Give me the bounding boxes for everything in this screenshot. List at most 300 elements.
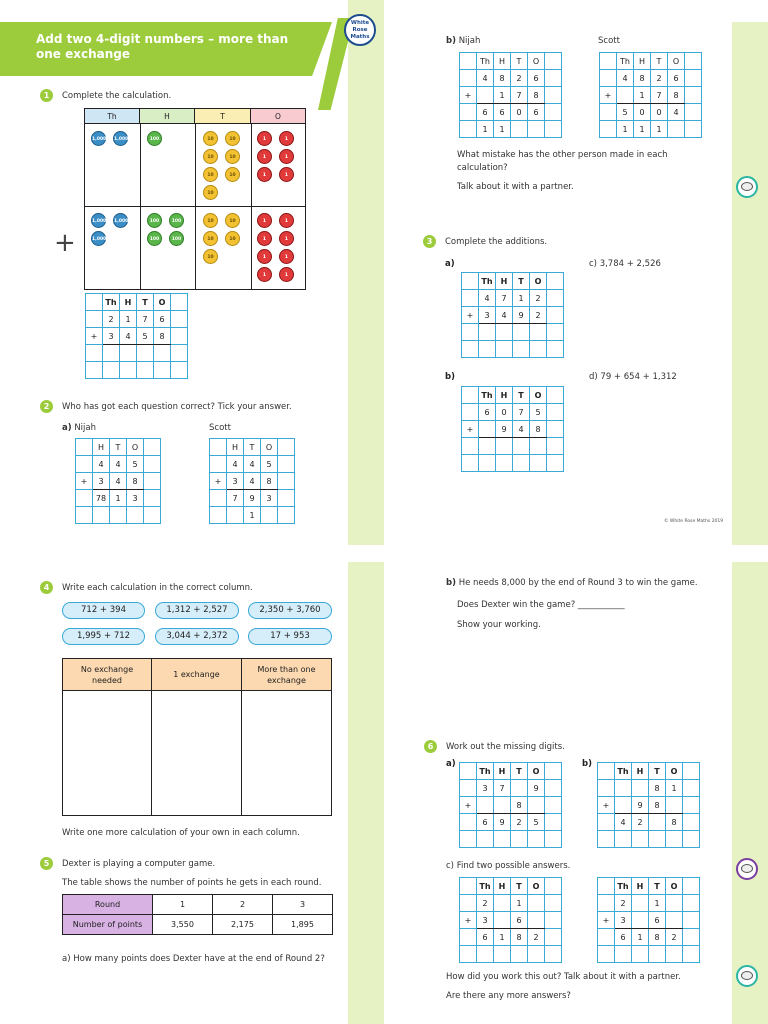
grid-cell[interactable]: [530, 341, 547, 358]
grid-cell[interactable]: [598, 814, 615, 831]
grid-cell[interactable]: 7: [227, 490, 244, 507]
grid-cell[interactable]: 2: [477, 895, 494, 912]
grid-cell[interactable]: 7: [496, 290, 513, 307]
grid-cell[interactable]: 6: [479, 404, 496, 421]
grid-cell[interactable]: [462, 324, 479, 341]
grid-cell[interactable]: +: [76, 473, 93, 490]
grid-cell[interactable]: [600, 121, 617, 138]
grid-cell[interactable]: [513, 455, 530, 472]
grid-cell[interactable]: T: [511, 763, 528, 780]
grid-cell[interactable]: +: [598, 797, 615, 814]
grid-cell[interactable]: 1: [651, 121, 668, 138]
grid-cell[interactable]: [494, 946, 511, 963]
grid-cell[interactable]: [545, 946, 562, 963]
grid-cell[interactable]: H: [494, 763, 511, 780]
grid-cell[interactable]: [598, 831, 615, 848]
grid-cell[interactable]: 6: [477, 929, 494, 946]
q3b-grid[interactable]: [461, 386, 564, 472]
grid-cell[interactable]: [511, 780, 528, 797]
grid-cell[interactable]: [494, 797, 511, 814]
grid-cell[interactable]: 9: [513, 307, 530, 324]
grid-cell[interactable]: 5: [127, 456, 144, 473]
grid-cell[interactable]: +: [462, 421, 479, 438]
grid-cell[interactable]: O: [528, 53, 545, 70]
grid-cell[interactable]: [513, 324, 530, 341]
grid-cell[interactable]: [210, 507, 227, 524]
grid-cell[interactable]: [477, 946, 494, 963]
grid-cell[interactable]: [477, 831, 494, 848]
grid-cell[interactable]: 1: [494, 87, 511, 104]
grid-cell[interactable]: 8: [528, 87, 545, 104]
grid-cell[interactable]: [632, 780, 649, 797]
grid-cell[interactable]: [685, 104, 702, 121]
grid-cell[interactable]: [528, 831, 545, 848]
grid-cell[interactable]: +: [462, 307, 479, 324]
grid-cell[interactable]: [120, 345, 137, 362]
sort-col-no-exchange[interactable]: [63, 691, 152, 815]
grid-cell[interactable]: [76, 439, 93, 456]
grid-cell[interactable]: [600, 53, 617, 70]
grid-cell[interactable]: [76, 507, 93, 524]
grid-cell[interactable]: [93, 507, 110, 524]
grid-cell[interactable]: [598, 780, 615, 797]
grid-cell[interactable]: [144, 507, 161, 524]
grid-cell[interactable]: O: [528, 878, 545, 895]
grid-cell[interactable]: 9: [244, 490, 261, 507]
grid-cell[interactable]: T: [137, 294, 154, 311]
grid-cell[interactable]: T: [513, 273, 530, 290]
grid-cell[interactable]: [171, 294, 188, 311]
grid-cell[interactable]: [545, 831, 562, 848]
grid-cell[interactable]: T: [649, 878, 666, 895]
grid-cell[interactable]: O: [666, 878, 683, 895]
grid-cell[interactable]: [144, 473, 161, 490]
grid-cell[interactable]: [547, 455, 564, 472]
grid-cell[interactable]: [600, 104, 617, 121]
grid-cell[interactable]: 2: [103, 311, 120, 328]
grid-cell[interactable]: [171, 311, 188, 328]
grid-cell[interactable]: +: [600, 87, 617, 104]
grid-cell[interactable]: [683, 895, 700, 912]
grid-cell[interactable]: 1: [649, 895, 666, 912]
grid-cell[interactable]: 3: [227, 473, 244, 490]
grid-cell[interactable]: [545, 763, 562, 780]
grid-cell[interactable]: [171, 345, 188, 362]
grid-cell[interactable]: [683, 946, 700, 963]
grid-cell[interactable]: [462, 273, 479, 290]
grid-cell[interactable]: [494, 895, 511, 912]
grid-cell[interactable]: [210, 490, 227, 507]
grid-cell[interactable]: [278, 473, 295, 490]
grid-cell[interactable]: H: [496, 387, 513, 404]
grid-cell[interactable]: [545, 104, 562, 121]
grid-cell[interactable]: 4: [110, 473, 127, 490]
grid-cell[interactable]: [598, 929, 615, 946]
grid-cell[interactable]: +: [460, 797, 477, 814]
grid-cell[interactable]: 6: [528, 104, 545, 121]
grid-cell[interactable]: [545, 929, 562, 946]
grid-cell[interactable]: 4: [668, 104, 685, 121]
grid-cell[interactable]: [479, 455, 496, 472]
grid-cell[interactable]: Th: [615, 878, 632, 895]
grid-cell[interactable]: +: [598, 912, 615, 929]
grid-cell[interactable]: 6: [154, 311, 171, 328]
grid-cell[interactable]: [683, 912, 700, 929]
grid-cell[interactable]: [494, 912, 511, 929]
grid-cell[interactable]: T: [244, 439, 261, 456]
grid-cell[interactable]: [666, 946, 683, 963]
grid-cell[interactable]: [513, 341, 530, 358]
grid-cell[interactable]: 4: [615, 814, 632, 831]
grid-cell[interactable]: [685, 53, 702, 70]
grid-cell[interactable]: 1: [494, 929, 511, 946]
grid-cell[interactable]: [545, 912, 562, 929]
grid-cell[interactable]: [666, 912, 683, 929]
grid-cell[interactable]: 5: [617, 104, 634, 121]
grid-cell[interactable]: 6: [477, 814, 494, 831]
grid-cell[interactable]: [144, 456, 161, 473]
grid-cell[interactable]: 3: [477, 780, 494, 797]
grid-cell[interactable]: [496, 341, 513, 358]
grid-cell[interactable]: 4: [227, 456, 244, 473]
grid-cell[interactable]: 8: [649, 780, 666, 797]
grid-cell[interactable]: 1: [634, 87, 651, 104]
grid-cell[interactable]: [649, 814, 666, 831]
grid-cell[interactable]: 1: [634, 121, 651, 138]
grid-cell[interactable]: Th: [617, 53, 634, 70]
grid-cell[interactable]: [278, 456, 295, 473]
grid-cell[interactable]: [144, 439, 161, 456]
grid-cell[interactable]: [615, 831, 632, 848]
grid-cell[interactable]: 1: [110, 490, 127, 507]
grid-cell[interactable]: [547, 341, 564, 358]
grid-cell[interactable]: [460, 104, 477, 121]
q3a-grid[interactable]: [461, 272, 564, 358]
pill-712-394[interactable]: 712 + 394: [62, 602, 145, 619]
grid-cell[interactable]: [76, 456, 93, 473]
grid-cell[interactable]: 4: [120, 328, 137, 345]
grid-cell[interactable]: 3: [615, 912, 632, 929]
grid-cell[interactable]: 4: [477, 70, 494, 87]
grid-cell[interactable]: [545, 895, 562, 912]
grid-cell[interactable]: Th: [615, 763, 632, 780]
grid-cell[interactable]: [227, 507, 244, 524]
grid-cell[interactable]: 3: [479, 307, 496, 324]
grid-cell[interactable]: [460, 70, 477, 87]
grid-cell[interactable]: [171, 362, 188, 379]
grid-cell[interactable]: 8: [154, 328, 171, 345]
grid-cell[interactable]: 7: [511, 87, 528, 104]
grid-cell[interactable]: O: [530, 387, 547, 404]
grid-cell[interactable]: [103, 345, 120, 362]
grid-cell[interactable]: [683, 814, 700, 831]
grid-cell[interactable]: [462, 290, 479, 307]
grid-cell[interactable]: [617, 87, 634, 104]
grid-cell[interactable]: [460, 878, 477, 895]
grid-cell[interactable]: 8: [649, 929, 666, 946]
pill-2350-3760[interactable]: 2,350 + 3,760: [248, 602, 332, 619]
grid-cell[interactable]: +: [460, 87, 477, 104]
grid-cell[interactable]: T: [513, 387, 530, 404]
grid-cell[interactable]: [547, 290, 564, 307]
grid-cell[interactable]: 1: [120, 311, 137, 328]
grid-cell[interactable]: 8: [666, 814, 683, 831]
grid-cell[interactable]: 9: [632, 797, 649, 814]
grid-cell[interactable]: 6: [511, 912, 528, 929]
grid-cell[interactable]: [545, 70, 562, 87]
grid-cell[interactable]: [76, 490, 93, 507]
grid-cell[interactable]: 2: [651, 70, 668, 87]
grid-cell[interactable]: Th: [479, 273, 496, 290]
grid-cell[interactable]: 1: [477, 121, 494, 138]
grid-cell[interactable]: 4: [479, 290, 496, 307]
grid-cell[interactable]: 7: [513, 404, 530, 421]
grid-cell[interactable]: 0: [496, 404, 513, 421]
grid-cell[interactable]: [513, 438, 530, 455]
grid-cell[interactable]: [261, 507, 278, 524]
grid-cell[interactable]: 7: [494, 780, 511, 797]
grid-cell[interactable]: [460, 121, 477, 138]
grid-cell[interactable]: [666, 831, 683, 848]
grid-cell[interactable]: 3: [261, 490, 278, 507]
grid-cell[interactable]: H: [496, 273, 513, 290]
pill-17-953[interactable]: 17 + 953: [248, 628, 332, 645]
grid-cell[interactable]: [460, 831, 477, 848]
grid-cell[interactable]: [154, 345, 171, 362]
grid-cell[interactable]: [547, 438, 564, 455]
sort-col-1-exchange[interactable]: [152, 691, 242, 815]
grid-cell[interactable]: [683, 878, 700, 895]
grid-cell[interactable]: [462, 404, 479, 421]
grid-cell[interactable]: [511, 121, 528, 138]
grid-cell[interactable]: 8: [634, 70, 651, 87]
grid-cell[interactable]: 6: [494, 104, 511, 121]
grid-cell[interactable]: H: [632, 878, 649, 895]
grid-cell[interactable]: 8: [511, 797, 528, 814]
grid-cell[interactable]: [462, 387, 479, 404]
grid-cell[interactable]: 8: [530, 421, 547, 438]
q6a-grid[interactable]: [459, 762, 562, 848]
grid-cell[interactable]: [668, 121, 685, 138]
grid-cell[interactable]: [511, 946, 528, 963]
grid-cell[interactable]: [666, 797, 683, 814]
q6c-grid-2[interactable]: [597, 877, 700, 963]
grid-cell[interactable]: [171, 328, 188, 345]
grid-cell[interactable]: [528, 912, 545, 929]
grid-cell[interactable]: 3: [103, 328, 120, 345]
grid-cell[interactable]: [547, 307, 564, 324]
grid-cell[interactable]: [530, 455, 547, 472]
grid-cell[interactable]: O: [528, 763, 545, 780]
grid-cell[interactable]: T: [651, 53, 668, 70]
grid-cell[interactable]: 4: [496, 307, 513, 324]
grid-cell[interactable]: H: [632, 763, 649, 780]
grid-cell[interactable]: [103, 362, 120, 379]
grid-cell[interactable]: T: [511, 53, 528, 70]
grid-cell[interactable]: [278, 507, 295, 524]
grid-cell[interactable]: [649, 831, 666, 848]
grid-cell[interactable]: [110, 507, 127, 524]
grid-cell[interactable]: 2: [666, 929, 683, 946]
grid-cell[interactable]: 8: [494, 70, 511, 87]
grid-cell[interactable]: [545, 814, 562, 831]
grid-cell[interactable]: [600, 70, 617, 87]
grid-cell[interactable]: 9: [496, 421, 513, 438]
grid-cell[interactable]: [120, 362, 137, 379]
grid-cell[interactable]: [477, 797, 494, 814]
grid-cell[interactable]: [632, 831, 649, 848]
grid-cell[interactable]: 9: [528, 780, 545, 797]
grid-cell[interactable]: [547, 324, 564, 341]
grid-cell[interactable]: [137, 362, 154, 379]
grid-cell[interactable]: [530, 324, 547, 341]
grid-cell[interactable]: [278, 490, 295, 507]
grid-cell[interactable]: [545, 780, 562, 797]
grid-cell[interactable]: [545, 797, 562, 814]
grid-cell[interactable]: [137, 345, 154, 362]
grid-cell[interactable]: 5: [528, 814, 545, 831]
grid-cell[interactable]: [547, 404, 564, 421]
grid-cell[interactable]: [154, 362, 171, 379]
sort-col-more-exchange[interactable]: [242, 691, 331, 815]
grid-cell[interactable]: Th: [479, 387, 496, 404]
grid-cell[interactable]: [547, 273, 564, 290]
grid-cell[interactable]: [545, 878, 562, 895]
grid-cell[interactable]: +: [460, 912, 477, 929]
pill-3044-2372[interactable]: 3,044 + 2,372: [155, 628, 239, 645]
grid-cell[interactable]: 5: [261, 456, 278, 473]
grid-cell[interactable]: T: [110, 439, 127, 456]
grid-cell[interactable]: [127, 507, 144, 524]
grid-cell[interactable]: [598, 946, 615, 963]
grid-cell[interactable]: [479, 324, 496, 341]
grid-cell[interactable]: [547, 421, 564, 438]
grid-cell[interactable]: H: [120, 294, 137, 311]
grid-cell[interactable]: Th: [103, 294, 120, 311]
grid-cell[interactable]: [511, 831, 528, 848]
grid-cell[interactable]: 4: [244, 473, 261, 490]
grid-cell[interactable]: [477, 87, 494, 104]
grid-cell[interactable]: [460, 814, 477, 831]
grid-cell[interactable]: [683, 929, 700, 946]
grid-cell[interactable]: [462, 341, 479, 358]
grid-cell[interactable]: [496, 455, 513, 472]
grid-cell[interactable]: Th: [477, 878, 494, 895]
grid-cell[interactable]: 3: [127, 490, 144, 507]
pill-1995-712[interactable]: 1,995 + 712: [62, 628, 145, 645]
grid-cell[interactable]: [528, 121, 545, 138]
grid-cell[interactable]: [632, 946, 649, 963]
grid-cell[interactable]: 1: [511, 895, 528, 912]
grid-cell[interactable]: 6: [668, 70, 685, 87]
grid-cell[interactable]: [479, 341, 496, 358]
grid-cell[interactable]: O: [668, 53, 685, 70]
grid-cell[interactable]: [530, 438, 547, 455]
grid-cell[interactable]: [632, 895, 649, 912]
grid-cell[interactable]: [494, 831, 511, 848]
pill-1312-2527[interactable]: 1,312 + 2,527: [155, 602, 239, 619]
grid-cell[interactable]: 2: [530, 307, 547, 324]
grid-cell[interactable]: H: [227, 439, 244, 456]
grid-cell[interactable]: 1: [617, 121, 634, 138]
grid-cell[interactable]: [685, 87, 702, 104]
grid-cell[interactable]: [683, 797, 700, 814]
grid-cell[interactable]: T: [511, 878, 528, 895]
grid-cell[interactable]: [598, 763, 615, 780]
grid-cell[interactable]: [545, 87, 562, 104]
grid-cell[interactable]: [528, 895, 545, 912]
grid-cell[interactable]: 4: [110, 456, 127, 473]
grid-cell[interactable]: [547, 387, 564, 404]
grid-cell[interactable]: [460, 929, 477, 946]
grid-cell[interactable]: 9: [494, 814, 511, 831]
grid-cell[interactable]: [86, 294, 103, 311]
grid-cell[interactable]: 6: [615, 929, 632, 946]
grid-cell[interactable]: [545, 53, 562, 70]
grid-cell[interactable]: [615, 946, 632, 963]
grid-cell[interactable]: +: [210, 473, 227, 490]
grid-cell[interactable]: 2: [528, 929, 545, 946]
grid-cell[interactable]: [598, 878, 615, 895]
grid-cell[interactable]: [615, 780, 632, 797]
grid-cell[interactable]: [683, 763, 700, 780]
grid-cell[interactable]: [632, 912, 649, 929]
grid-cell[interactable]: [496, 438, 513, 455]
grid-cell[interactable]: [210, 456, 227, 473]
grid-cell[interactable]: O: [666, 763, 683, 780]
grid-cell[interactable]: [685, 70, 702, 87]
grid-cell[interactable]: 4: [617, 70, 634, 87]
grid-cell[interactable]: 1: [494, 121, 511, 138]
grid-cell[interactable]: [460, 946, 477, 963]
grid-cell[interactable]: 8: [649, 797, 666, 814]
grid-cell[interactable]: 8: [511, 929, 528, 946]
grid-cell[interactable]: [479, 421, 496, 438]
grid-cell[interactable]: 4: [513, 421, 530, 438]
grid-cell[interactable]: [683, 831, 700, 848]
grid-cell[interactable]: 8: [668, 87, 685, 104]
grid-cell[interactable]: [496, 324, 513, 341]
grid-cell[interactable]: [210, 439, 227, 456]
grid-cell[interactable]: [666, 895, 683, 912]
grid-cell[interactable]: 0: [651, 104, 668, 121]
grid-cell[interactable]: [598, 895, 615, 912]
grid-cell[interactable]: [615, 797, 632, 814]
grid-cell[interactable]: [86, 345, 103, 362]
q1-answer-grid[interactable]: [85, 293, 188, 379]
grid-cell[interactable]: 0: [511, 104, 528, 121]
grid-cell[interactable]: 7: [651, 87, 668, 104]
q6b-grid[interactable]: [597, 762, 700, 848]
grid-cell[interactable]: 2: [632, 814, 649, 831]
grid-cell[interactable]: H: [93, 439, 110, 456]
grid-cell[interactable]: [462, 455, 479, 472]
grid-cell[interactable]: H: [634, 53, 651, 70]
grid-cell[interactable]: O: [127, 439, 144, 456]
grid-cell[interactable]: [683, 780, 700, 797]
grid-cell[interactable]: 0: [634, 104, 651, 121]
grid-cell[interactable]: 4: [244, 456, 261, 473]
grid-cell[interactable]: 5: [137, 328, 154, 345]
grid-cell[interactable]: 78: [93, 490, 110, 507]
grid-cell[interactable]: 2: [530, 290, 547, 307]
grid-cell[interactable]: [278, 439, 295, 456]
grid-cell[interactable]: O: [154, 294, 171, 311]
grid-cell[interactable]: Th: [477, 763, 494, 780]
grid-cell[interactable]: H: [494, 878, 511, 895]
grid-cell[interactable]: 2: [511, 70, 528, 87]
q6c-grid-1[interactable]: [459, 877, 562, 963]
